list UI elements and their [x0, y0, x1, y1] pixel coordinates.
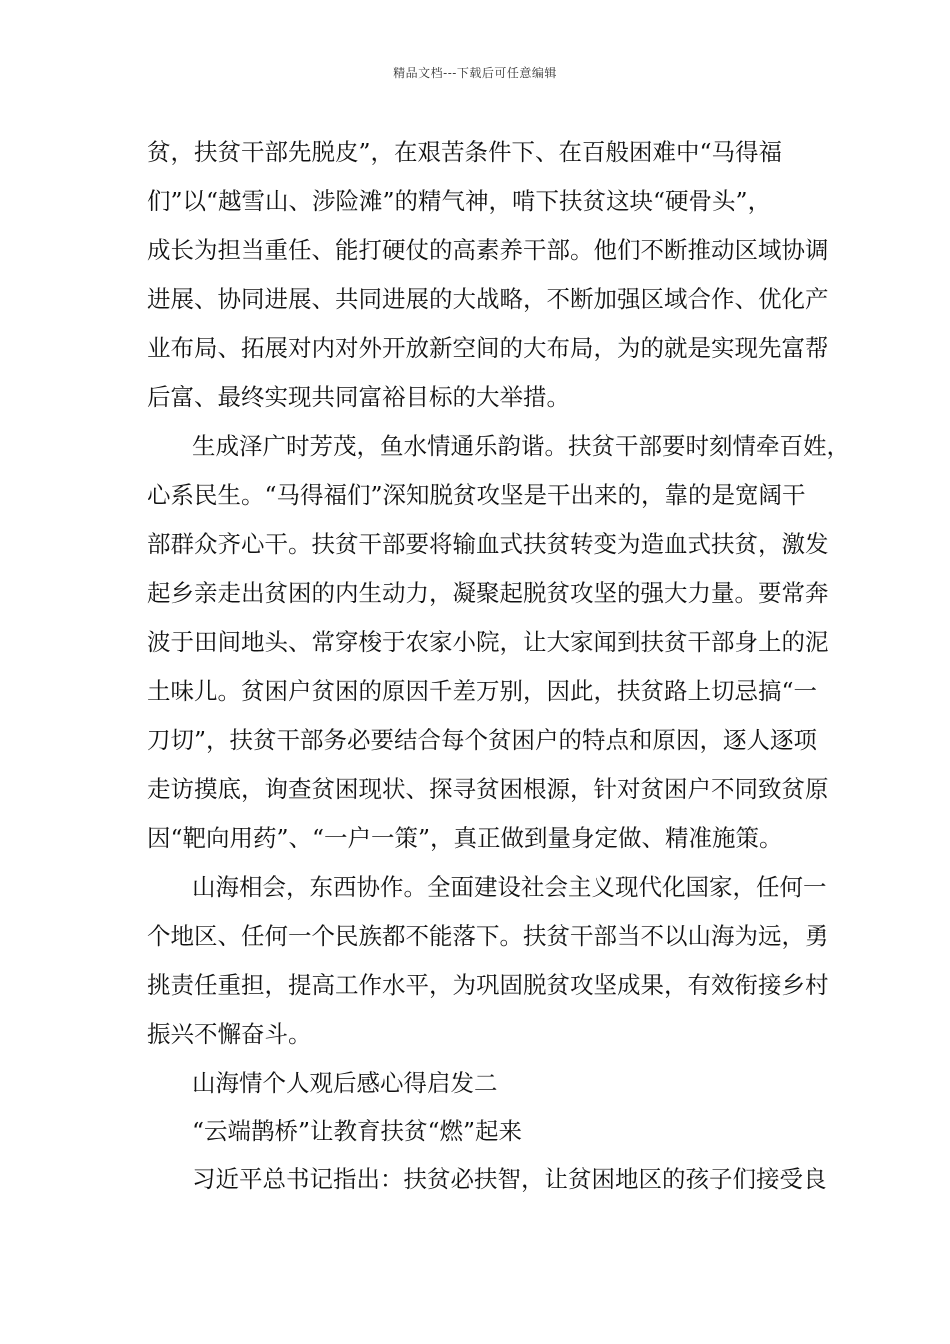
text-line: 习近平总书记指出：扶贫必扶智，让贫困地区的孩子们接受良 [192, 1165, 827, 1193]
document-body [147, 128, 850, 1204]
text-line: 土味儿。贫困户贫困的原因千差万别，因此，扶贫路上切忌搞“一 [147, 677, 818, 705]
text-line: 贫，扶贫干部先脱皮”，在艰苦条件下、在百般困难中“马得福 [147, 138, 783, 166]
text-line: 刀切”，扶贫干部务必要结合每个贫困户的特点和原因，逐人逐项 [147, 726, 818, 754]
page-header: 精品文档---下载后可任意编辑 [393, 66, 557, 80]
text-line: 部群众齐心干。扶贫干部要将输血式扶贫转变为造血式扶贫，激发 [147, 530, 829, 558]
text-line: 因“靶向用药”、“一户一策”，真正做到量身定做、精准施策。 [147, 824, 783, 852]
text-line: 挑责任重担，提高工作水平，为巩固脱贫攻坚成果，有效衔接乡村 [147, 971, 829, 999]
text-line: 进展、协同进展、共同进展的大战略，不断加强区域合作、优化产 [147, 285, 829, 313]
section-subheading: “云端鹊桥”让教育扶贫“燃”起来 [192, 1117, 523, 1145]
text-line: 波于田间地头、常穿梭于农家小院，让大家闻到扶贫干部身上的泥 [147, 628, 829, 656]
text-line: 生成泽广时芳茂，鱼水情通乐韵谐。扶贫干部要时刻情牵百姓， [192, 432, 850, 460]
text-line: 山海相会，东西协作。全面建设社会主义现代化国家，任何一 [192, 873, 827, 901]
text-line: 振兴不懈奋斗。 [147, 1020, 312, 1048]
text-line: 成长为担当重任、能打硬仗的高素养干部。他们不断推动区域协调 [147, 236, 829, 264]
text-line: 后富、最终实现共同富裕目标的大举措。 [147, 383, 570, 411]
text-line: 走访摸底，询查贫困现状、探寻贫困根源，针对贫困户不同致贫原 [147, 775, 829, 803]
text-line: 心系民生。“马得福们”深知脱贫攻坚是干出来的，靠的是宽阔干 [147, 481, 806, 509]
text-line: 起乡亲走出贫困的内生动力，凝聚起脱贫攻坚的强大力量。要常奔 [147, 579, 829, 607]
text-line: 个地区、任何一个民族都不能落下。扶贫干部当不以山海为远，勇 [147, 922, 829, 950]
section-heading: 山海情个人观后感心得启发二 [192, 1069, 498, 1097]
text-line: 业布局、拓展对内对外开放新空间的大布局，为的就是实现先富帮 [147, 334, 829, 362]
text-line: 们”以“越雪山、涉险滩”的精气神，啃下扶贫这块“硬骨头”， [147, 187, 772, 215]
